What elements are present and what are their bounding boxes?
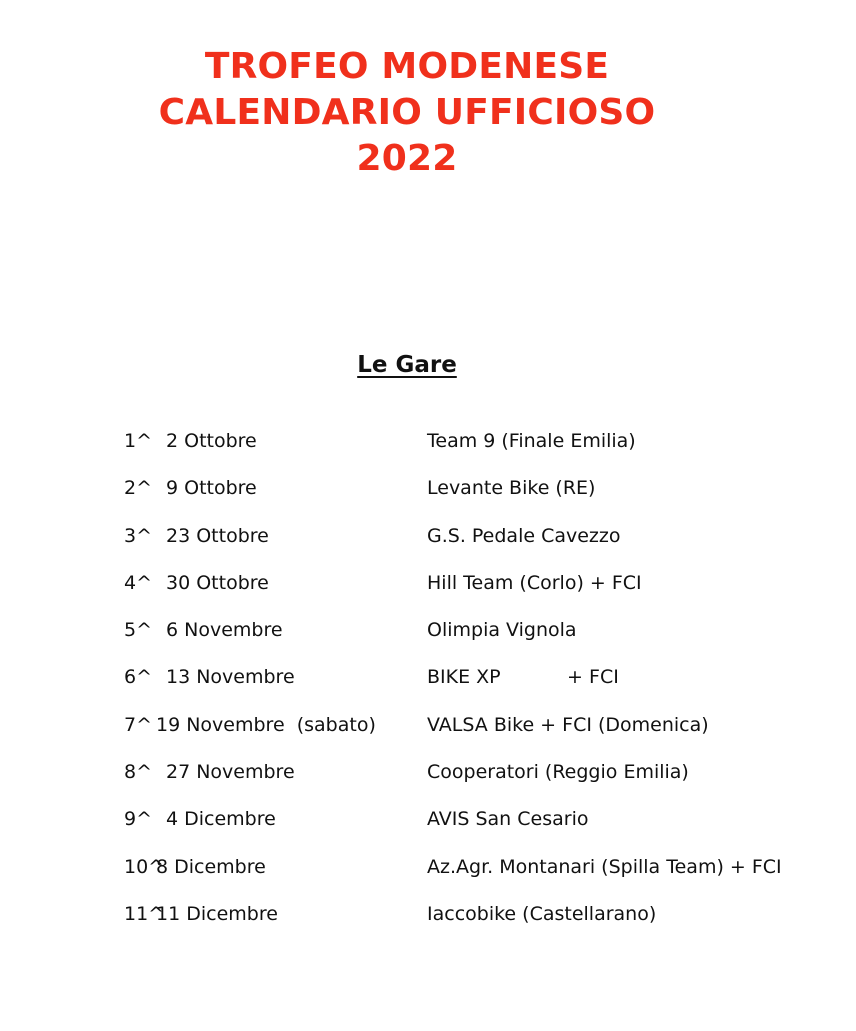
race-number: 1^	[124, 430, 153, 452]
race-date: 30 Ottobre	[166, 571, 269, 594]
race-organizer: Levante Bike (RE)	[427, 477, 596, 500]
race-number: 4^	[124, 571, 153, 594]
race-row	[124, 806, 589, 853]
race-organizer: Iaccobike (Castellarano)	[427, 902, 657, 925]
race-list	[124, 428, 782, 948]
race-organizer: BIKE XP + FCI	[427, 666, 619, 689]
race-number: 8^	[124, 761, 153, 784]
race-row	[124, 901, 657, 948]
race-number: 11^	[124, 902, 165, 925]
race-row	[124, 712, 709, 759]
race-row	[124, 759, 689, 806]
race-row	[124, 475, 596, 522]
race-date: 11 Dicembre	[156, 902, 278, 925]
race-date: 19 Novembre (sabato)	[156, 713, 376, 736]
race-number: 6^	[124, 666, 153, 689]
section-heading-le-gare: Le Gare	[357, 352, 457, 378]
race-organizer: Cooperatori (Reggio Emilia)	[427, 761, 689, 784]
race-organizer: G.S. Pedale Cavezzo	[427, 524, 621, 547]
race-number: 5^	[124, 619, 153, 642]
race-row	[124, 570, 642, 617]
race-row	[124, 664, 619, 711]
race-date: 27 Novembre	[166, 761, 295, 784]
race-number: 10^	[124, 855, 165, 878]
race-date: 8 Dicembre	[156, 855, 266, 878]
race-organizer: Hill Team (Corlo) + FCI	[427, 571, 642, 594]
race-organizer: Team 9 (Finale Emilia)	[427, 430, 636, 452]
title-line-year: 2022	[356, 138, 458, 179]
race-organizer: Az.Agr. Montanari (Spilla Team) + FCI	[427, 855, 782, 878]
race-number: 2^	[124, 477, 153, 500]
race-date: 13 Novembre	[166, 666, 295, 689]
race-organizer: VALSA Bike + FCI (Domenica)	[427, 713, 709, 736]
race-number: 7^	[124, 713, 153, 736]
race-date: 2 Ottobre	[166, 430, 257, 452]
title-line-calendario: CALENDARIO UFFICIOSO	[158, 92, 656, 133]
race-date: 9 Ottobre	[166, 477, 257, 500]
race-number: 9^	[124, 808, 153, 831]
race-row	[124, 428, 636, 475]
race-organizer: AVIS San Cesario	[427, 808, 589, 831]
race-row	[124, 854, 782, 901]
race-row	[124, 617, 577, 664]
race-organizer: Olimpia Vignola	[427, 619, 577, 642]
race-date: 23 Ottobre	[166, 524, 269, 547]
title-line-trofeo: TROFEO MODENESE	[204, 46, 610, 87]
race-row	[124, 523, 621, 570]
race-date: 4 Dicembre	[166, 808, 276, 831]
document-title	[0, 44, 814, 182]
race-number: 3^	[124, 524, 153, 547]
race-date: 6 Novembre	[166, 619, 283, 642]
